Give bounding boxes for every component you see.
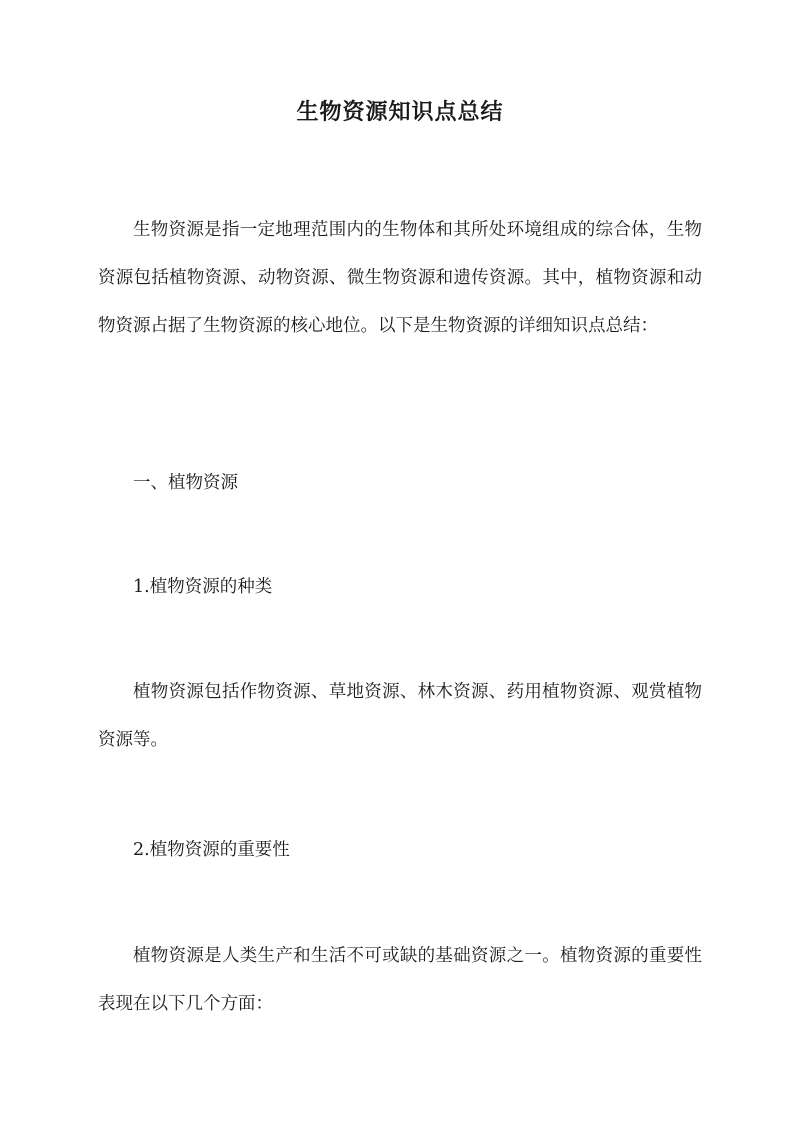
subsection-heading-importance: 2.植物资源的重要性 xyxy=(133,840,290,860)
subsection-heading-types: 1.植物资源的种类 xyxy=(133,577,273,597)
document-title: 生物资源知识点总结 xyxy=(296,99,504,125)
subsection-body-types: 植物资源包括作物资源、草地资源、林木资源、药用植物资源、观赏植物资源等。 xyxy=(98,682,702,750)
subsection-body-importance: 植物资源是人类生产和生活不可或缺的基础资源之一。植物资源的重要性表现在以下几个方面： xyxy=(98,946,702,1014)
section-heading-plant-resources: 一、植物资源 xyxy=(133,473,238,493)
intro-paragraph: 生物资源是指一定地理范围内的生物体和其所处环境组成的综合体，生物资源包括植物资源、动物资源、微生物资源和遗传资源。其中，植物资源和动物资源占据了生物资源的核心地位。以下是生物资源的详细知识点总结： xyxy=(98,220,702,336)
